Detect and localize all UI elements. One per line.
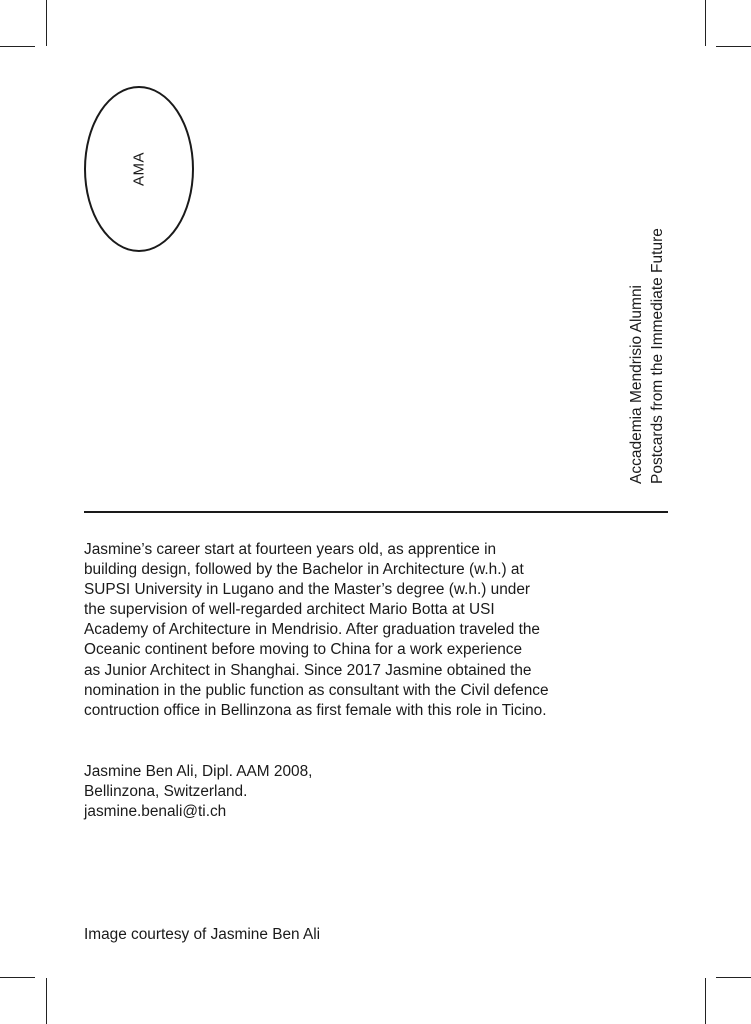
- logo-text: AMA: [130, 151, 148, 187]
- crop-mark: [716, 977, 751, 978]
- bio-line: nomination in the public function as consultant with the Civil defence: [84, 681, 549, 699]
- bio-line: Academy of Architecture in Mendrisio. After graduation traveled the: [84, 621, 540, 639]
- bio-line: contruction office in Bellinzona as first female with this role in Ticino.: [84, 701, 547, 719]
- crop-mark: [46, 978, 47, 1024]
- crop-mark: [705, 0, 706, 46]
- crop-mark: [705, 978, 706, 1024]
- contact-location: Bellinzona, Switzerland.: [84, 783, 248, 801]
- bio-line: Jasmine’s career start at fourteen years old, as apprentice in: [84, 541, 497, 558]
- bio-line: building design, followed by the Bachelor in Architecture (w.h.) at: [84, 561, 524, 579]
- ama-logo: [84, 86, 194, 252]
- bio-line: Oceanic continent before moving to China for a work experience: [84, 641, 523, 659]
- contact-block: [84, 762, 684, 822]
- contact-name: Jasmine Ben Ali, Dipl. AAM 2008,: [84, 763, 313, 780]
- crop-mark: [0, 977, 35, 978]
- crop-mark: [716, 46, 751, 47]
- header-line-1: Accademia Mendrisio Alumni: [628, 284, 645, 484]
- bio-paragraph: [84, 540, 684, 721]
- bio-line: as Junior Architect in Shanghai. Since 2017 Jasmine obtained the: [84, 661, 532, 679]
- image-credit: Image courtesy of Jasmine Ben Ali: [84, 926, 321, 943]
- crop-mark: [0, 46, 35, 47]
- header-line-2: Postcards from the Immediate Future: [649, 228, 666, 484]
- crop-mark: [46, 0, 47, 46]
- bio-line: the supervision of well-regarded architect Mario Botta at USI: [84, 601, 495, 619]
- bio-line: SUPSI University in Lugano and the Master’s degree (w.h.) under: [84, 581, 530, 599]
- divider-rule: [84, 511, 668, 513]
- vertical-header: [626, 228, 668, 484]
- contact-email[interactable]: jasmine.benali@ti.ch: [84, 803, 227, 821]
